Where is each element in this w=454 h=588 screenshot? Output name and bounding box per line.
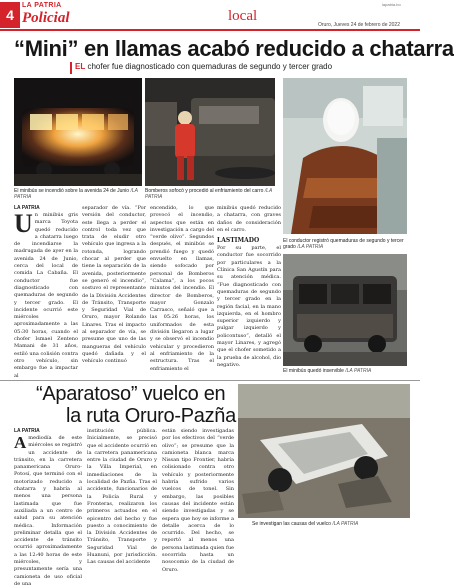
story1-column-2: separador de vía. “Por versión del conductor, este llega a perder el control toda vez que trata de eludir otro vehículo que ingresa a la rotonda, logrando chocar al perder que tiene la separación de la avenida, posteriormente se generó el incendio”, sostuvo el representante de la División Accidentes de Tránsito, Transporte y Seguridad Vial de Oruro, mayor Rolando Linares. Tras el impacto al separador de vía, se presume que uno de las mangueras del vehículo quedó dañada y el vehículo continuó [82, 205, 146, 365]
story1-col4-top: minibús quedó reducido a chatarra, con graves daños de consideración en el carro. [217, 205, 281, 233]
story1-subhead [75, 62, 332, 71]
caption-photo1: El minibús se incendió sobre la avenida 24 de Junio /LA PATRIA [14, 188, 138, 200]
story2-headline-line2: la ruta Oruro-Pazña [66, 405, 236, 427]
story2-headline-line1: “Aparatoso” vuelco en [36, 383, 226, 405]
story1-column-3: encendido, lo que provocó el incendio, aspectos que están en investigación a cargo del “verde olivo”. Segundos después, el minibús se prendió fuego y quedó envuelto en llamas, siendo sofocado por personal de Bomberos “Calama”, a los pocos minutos del incendio. El director de Bomberos, mayor Gonzalo Carrasco, señaló que a las 05:26 horas, los uniformados de esta división llegaron a lugar y se observó el incendio vehicular y procedieron al enfriamiento de la estructura. Tras el enfriamiento el [150, 205, 214, 372]
subhead-lead: EL [75, 62, 86, 71]
story1-dropcap: U [14, 209, 33, 238]
story2-dropcap: A [14, 433, 27, 452]
story-separator [0, 380, 420, 381]
page-number: 4 [0, 2, 20, 28]
section-brand: Policial [22, 10, 70, 26]
story1-headline: “Mini” en llamas acabó reducido a chatarra [14, 36, 454, 61]
subhead-bar [70, 62, 72, 74]
photo-firefighters [145, 78, 275, 186]
photo-overturned-truck [238, 384, 410, 518]
story1-column-1: Un minibús gris marca Toyota quedó reducido a chatarra luego de incendiarse la madrugada de ayer en la avenida 24 de Junio, cerca del local de comida La Cabaña. El conductor fue diagnosticado con quemaduras de segundo y tercer grado. El incidente ocurrió este miércoles aproximadamente a las 05:30 horas, cuando el chofer Ismael Zenteno Mamani de 31 años, estiló una colisión contra otro vehículo, sin embargo fue a impactar al [14, 209, 78, 379]
caption-photo4: El minibús quedó inservible /LA PATRIA [283, 368, 372, 374]
story2-column-2: institución pública. Inicialmente, se precisó que el accidente ocurrió en la carretera panamericana entre la ciudad de Oruro y la Villa Imperial, en inmediaciones de la localidad de Pazña. Tras el accidente, funcionarios de la Policía Rural y Fronteras, realizaron los primeros actuados en el epicentro del hecho y fue puesto a conocimiento de la División Accidentes de Tránsito, Transporte y Seguridad Vial de Huanuni, por jurisdicción. Las causas del accidente [87, 428, 157, 566]
story1-kicker: LA PATRIA [14, 205, 40, 211]
photo-minibus-fire [14, 78, 142, 186]
photo-injured-driver [283, 78, 407, 234]
caption-story2: Se investigan las causas del vuelco /LA PATRIA [252, 521, 359, 527]
website: lapatria.bo [382, 2, 401, 7]
story2-column-3: están siendo investigadas por los efectivos del “verde olivo”; se presume que la camioneta blanca marca Nissan tipo Frontier, habría colisionado contra otro vehículo y posteriormente habría sufrido varios vuelcos de tonel. Sin embargo, las posibles causas del incidente están siendo investigadas y se espera que hoy se informe a detalle acerca de lo ocurrido. Del hecho, se reportó al menos una persona lastimada quien fue socorrida hasta un nosocomio de la ciudad de Oruro. [162, 428, 234, 573]
subhead-text: chofer fue diagnosticado con quemaduras de segundo y tercer grado [87, 62, 333, 71]
header-rule [0, 29, 420, 31]
story1-col4-body: Por su parte, el conductor fue socorrido por particulares a la Clínica San Agustín para su atención médica. “Fue diagnosticado con quemaduras de segundo y tercer grado en la región facial, en la mano izquierda, en el hombro superior izquierdo y pulgar izquierdo y policontuso”, detalló el mayor Linares, y agregó que el chofer sometido a la prueba de alcohol, dio negativo. [217, 245, 281, 368]
story1-column-4 [217, 205, 281, 377]
crosshead-lastimado: LASTIMADO [217, 237, 260, 245]
brand-name: LA PATRIA [22, 2, 62, 9]
story2-column-1: Amediodía de este miércoles se registró un accidente de tránsito, en la carretera panamericana Oruro-Potosí, que terminó con el motorizado reducido a chatarra y habría al menos una persona lastimada que fue auxiliada a un centro de salud para su atención médica. Información preliminar detalla que el accidente de tránsito ocurrió aproximadamente a las 12:40 horas de este miércoles, y presuntamente sería una camioneta de uso oficial de una [14, 433, 82, 587]
section-label: local [228, 8, 258, 24]
caption-photo2: Bomberos sofocó y procedió al enfriamiento del carro /LA PATRIA [145, 188, 273, 200]
issue-date: Oruro, Jueves 24 de febrero de 2022 [318, 22, 400, 28]
caption-photo3: El conductor registró quemaduras de segundo y tercer grado /LA PATRIA [283, 238, 404, 250]
photo-minibus-wreck [283, 254, 407, 366]
story2-kicker: LA PATRIA [14, 428, 40, 434]
